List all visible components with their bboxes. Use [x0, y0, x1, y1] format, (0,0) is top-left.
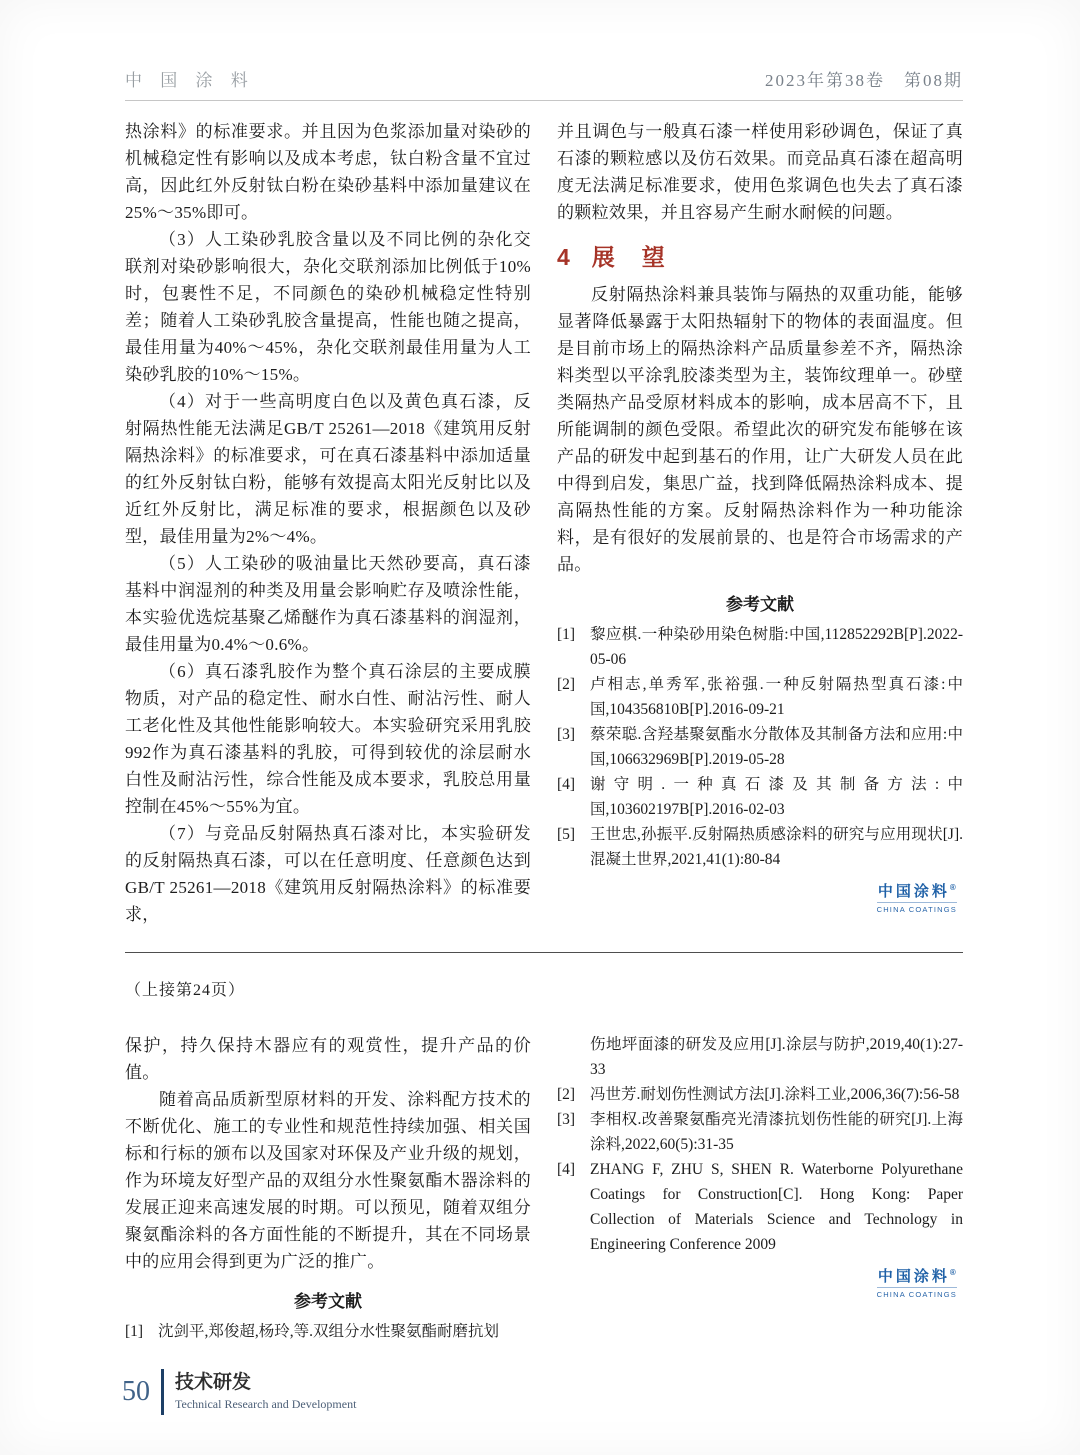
- article-divider: [125, 952, 963, 953]
- paragraph: 保护，持久保持木器应有的观赏性，提升产品的价值。: [125, 1036, 531, 1082]
- references-title: 参考文献: [294, 1292, 362, 1311]
- reference-marker: [4]: [557, 1161, 576, 1178]
- reference-marker: [557, 1032, 590, 1082]
- paragraph: 热涂料》的标准要求。并且因为色浆添加量对染砂的机械稳定性有影响以及成本考虑，钛白粉含量不宜过高，因此红外反射钛白粉在染砂基料中添加量建议在25%～35%即可。: [125, 122, 531, 222]
- paragraph: （3）人工染砂乳胶含量以及不同比例的杂化交联剂对染砂影响很大，杂化交联剂添加比例低于10%时，包裹性不足，不同颜色的染砂机械稳定性特别差；随着人工染砂乳胶含量提高，性能也随之提高，最佳用量为40%～45%，杂化交联剂最佳用量为人工染砂乳胶的10%～15%。: [125, 230, 531, 384]
- reference-marker: [4]: [557, 776, 576, 793]
- footer-section-subtitle: Technical Research and Development: [175, 1397, 357, 1411]
- article-top: [125, 118, 963, 928]
- reference-item: [557, 822, 963, 872]
- registered-mark-icon: ®: [949, 883, 956, 892]
- reference-item: [557, 722, 963, 772]
- reference-item: [557, 622, 963, 672]
- section-heading-outlook: [557, 239, 963, 272]
- logo-en-text: CHINA COATINGS: [877, 902, 957, 914]
- logo-zh-text: 中国涂料®: [877, 883, 956, 900]
- header-rule: [125, 100, 963, 101]
- paragraph: 随着高品质新型原材料的开发、涂料配方技术的不断优化、施工的专业性和规范性持续加强、相关国标和行标的颁布以及国家对环保及产业升级的规划，作为环境友好型产品的双组分水性聚氨酯木器涂料的发展正迎来高速发展的时期。可以预见，随着双组分聚氨酯涂料的各方面性能的不断提升，其在不同场景中的应用会得到更为广泛的推广。: [125, 1090, 531, 1271]
- reference-text: 卢相志,单秀军,张裕强.一种反射隔热型真石漆:中国,104356810B[P].2016-09-21: [590, 676, 963, 718]
- section-title: 展 望: [591, 244, 667, 270]
- reference-text: 冯世芳.耐划伤性测试方法[J].涂料工业,2006,36(7):56-58: [590, 1086, 960, 1103]
- reference-item: [557, 1157, 963, 1257]
- china-coatings-logo: [877, 880, 957, 914]
- continuation-note: （上接第24页）: [125, 982, 246, 999]
- reference-marker: [5]: [557, 826, 576, 843]
- article-bottom-left-column: [125, 1032, 531, 1344]
- reference-text: 李相权.改善聚氨酯亮光清漆抗划伤性能的研究[J].上海涂料,2022,60(5):31-35: [590, 1111, 963, 1153]
- reference-text: 王世忠,孙振平.反射隔热质感涂料的研究与应用现状[J].混凝土世界,2021,41(1):80-84: [590, 826, 963, 868]
- reference-item-continuation: [557, 1032, 963, 1082]
- reference-text: 黎应棋.一种染砂用染色树脂:中国,112852292B[P].2022-05-06: [590, 626, 963, 668]
- references-title: 参考文献: [726, 595, 794, 614]
- reference-text: 伤地坪面漆的研发及应用[J].涂层与防护,2019,40(1):27-33: [590, 1036, 963, 1078]
- paragraph: 反射隔热涂料兼具装饰与隔热的双重功能，能够显著降低暴露于太阳热辐射下的物体的表面温度。但是目前市场上的隔热涂料产品质量参差不齐，隔热涂料类型以平涂乳胶漆类型为主，装饰纹理单一。砂壁类隔热产品受原材料成本的影响，成本居高不下，且所能调制的颜色受限。希望此次的研究发布能够在该产品的研发中起到基石的作用，让广大研发人员在此中得到启发，集思广益，找到降低隔热涂料成本、提高隔热性能的方案。反射隔热涂料作为一种功能涂料，是有很好的发展前景的、也是符合市场需求的产品。: [557, 285, 963, 574]
- reference-marker: [3]: [557, 726, 576, 743]
- reference-item: [557, 1082, 963, 1107]
- reference-text: 蔡荣聪.含羟基聚氨酯水分散体及其制备方法和应用:中国,106632969B[P].2019-05-28: [590, 726, 963, 768]
- article-top-left-column: [125, 118, 531, 928]
- journal-name: 中 国 涂 料: [125, 71, 255, 90]
- reference-marker: [1]: [125, 1323, 144, 1340]
- registered-mark-icon: ®: [949, 1268, 956, 1277]
- reference-text: 沈剑平,郑俊超,杨玲,等.双组分水性聚氨酯耐磨抗划: [158, 1323, 500, 1340]
- footer-divider-bar: [161, 1369, 164, 1415]
- section-number: 4: [557, 244, 570, 270]
- china-coatings-logo: [877, 1265, 957, 1299]
- logo-zh-text: 中国涂料®: [877, 1268, 956, 1285]
- page-footer: [122, 1369, 356, 1415]
- page-number: 50: [122, 1376, 150, 1407]
- article-top-right-column: [557, 118, 963, 928]
- page-header: [125, 66, 963, 91]
- paragraph: （5）人工染砂的吸油量比天然砂要高，真石漆基料中润湿剂的种类及用量会影响贮存及喷涂性能，本实验优选烷基聚乙烯醚作为真石漆基料的润湿剂，最佳用量为0.4%～0.6%。: [125, 554, 531, 654]
- reference-marker: [1]: [557, 626, 576, 643]
- issue-info: 2023年第38卷 第08期: [765, 71, 963, 90]
- paragraph: （6）真石漆乳胶作为整个真石涂层的主要成膜物质，对产品的稳定性、耐水白性、耐沾污性、耐人工老化性及其他性能影响较大。本实验研究采用乳胶992作为真石漆基料的乳胶，可得到较优的涂层耐水白性及耐沾污性，综合性能及成本要求，乳胶总用量控制在45%～55%为宜。: [125, 662, 531, 816]
- article-bottom: [125, 1032, 963, 1344]
- reference-item: [557, 672, 963, 722]
- reference-marker: [2]: [557, 1086, 576, 1103]
- reference-item: [557, 1107, 963, 1157]
- footer-section-title: 技术研发: [175, 1372, 252, 1393]
- logo-en-text: CHINA COATINGS: [877, 1287, 957, 1299]
- reference-text: 谢守明.一种真石漆及其制备方法:中国,103602197B[P].2016-02-03: [590, 776, 963, 818]
- reference-item: [125, 1319, 531, 1344]
- paragraph: 并且调色与一般真石漆一样使用彩砂调色，保证了真石漆的颗粒感以及仿石效果。而竞品真石漆在超高明度无法满足标准要求，使用色浆调色也失去了真石漆的颗粒效果，并且容易产生耐水耐候的问题。: [557, 122, 963, 222]
- paragraph: （7）与竞品反射隔热真石漆对比，本实验研发的反射隔热真石漆，可以在任意明度、任意颜色达到GB/T 25261—2018《建筑用反射隔热涂料》的标准要求，: [125, 824, 531, 924]
- paragraph: （4）对于一些高明度白色以及黄色真石漆，反射隔热性能无法满足GB/T 25261—2018《建筑用反射隔热涂料》的标准要求，可在真石漆基料中添加适量的红外反射钛白粉，能够有效提高太阳光反射比以及近红外反射比，满足标准的要求，根据颜色以及砂型，最佳用量为2%～4%。: [125, 392, 531, 546]
- reference-item: [557, 772, 963, 822]
- footer-section-block: [175, 1372, 356, 1412]
- article-bottom-right-column: [557, 1032, 963, 1344]
- reference-marker: [2]: [557, 676, 576, 693]
- reference-text: ZHANG F, ZHU S, SHEN R. Waterborne Polyurethane Coatings for Construction[C]. Hong Kong: Paper Collection of Materials Science and Technology in Engineering Conference 2009: [590, 1161, 963, 1253]
- reference-marker: [3]: [557, 1111, 576, 1128]
